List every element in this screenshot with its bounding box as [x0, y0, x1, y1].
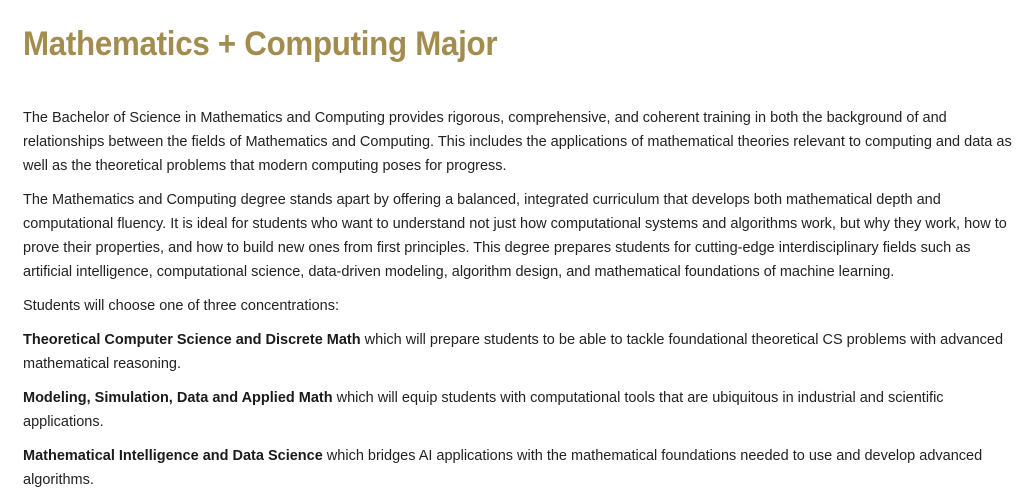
concentration-description: which will equip students with computational tools that are ubiquitous in industrial and scientific applications. — [23, 390, 944, 430]
concentration-description: which will prepare students to be able to tackle foundational theoretical CS problems with advanced mathematical reasoning. — [23, 332, 1004, 372]
concentration-item — [23, 386, 1018, 434]
concentration-name: Modeling, Simulation, Data and Applied Math — [23, 390, 333, 406]
intro-paragraph: The Bachelor of Science in Mathematics and Computing provides rigorous, comprehensive, and coherent training in both the background of and relationships between the fields of Mathematics and Computing. This includes the applications of mathematical theories relevant to computing and data as well as the theoretical problems that modern computing poses for progress. — [23, 110, 1012, 174]
concentration-description: which bridges AI applications with the mathematical foundations needed to use and develop advanced algorithms. — [23, 448, 983, 488]
concentration-item — [23, 444, 1018, 492]
concentration-name: Mathematical Intelligence and Data Science — [23, 448, 323, 464]
page-title: Mathematics + Computing Major — [23, 25, 498, 63]
degree-paragraph: The Mathematics and Computing degree stands apart by offering a balanced, integrated curriculum that develops both mathematical depth and computational fluency. It is ideal for students who want to understand not just how computational systems and algorithms work, but why they work, how to prove their properties, and how to build new ones from first principles. This degree prepares students for cutting-edge interdisciplinary fields such as artificial intelligence, computational science, data-driven modeling, algorithm design, and mathematical foundations of machine learning. — [23, 192, 1007, 280]
concentration-name: Theoretical Computer Science and Discrete Math — [23, 332, 361, 348]
concentrations-intro: Students will choose one of three concentrations: — [23, 298, 339, 314]
major-description — [23, 106, 1018, 492]
concentration-item — [23, 328, 1018, 376]
page-content — [23, 0, 1018, 502]
